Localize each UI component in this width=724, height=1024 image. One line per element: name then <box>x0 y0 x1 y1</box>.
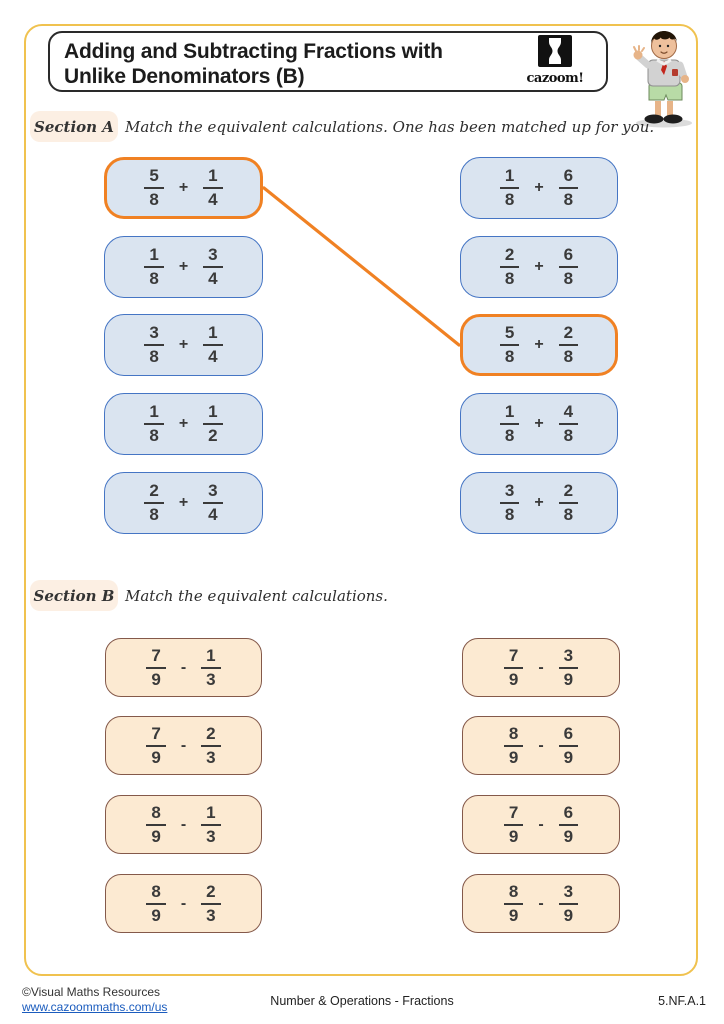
fraction <box>500 167 519 209</box>
section-a-label: Section A <box>30 111 118 142</box>
numerator: 1 <box>500 167 519 189</box>
operator: + <box>534 494 544 511</box>
denominator: 9 <box>563 905 574 925</box>
numerator: 3 <box>559 647 578 669</box>
numerator: 7 <box>146 647 165 669</box>
denominator: 3 <box>206 826 216 846</box>
numerator: 6 <box>559 804 578 826</box>
operator: + <box>178 258 189 275</box>
fraction <box>146 804 165 846</box>
logo-wordmark: cazoom! <box>526 71 584 86</box>
numerator: 7 <box>146 725 165 747</box>
numerator: 2 <box>201 725 220 747</box>
fraction <box>144 482 163 524</box>
fraction <box>203 167 222 209</box>
fraction-box-b-left-4[interactable] <box>105 874 262 933</box>
denominator: 8 <box>149 505 159 524</box>
numerator: 5 <box>144 167 163 189</box>
fraction <box>201 725 220 767</box>
hourglass-logo-icon <box>538 35 572 67</box>
cazoom-logo <box>525 35 585 86</box>
numerator: 2 <box>500 246 519 268</box>
denominator: 8 <box>563 426 574 445</box>
numerator: 6 <box>559 725 578 747</box>
operator: + <box>534 179 544 196</box>
numerator: 7 <box>504 804 523 826</box>
fraction <box>504 804 523 846</box>
numerator: 6 <box>559 246 578 268</box>
fraction-box-b-right-4[interactable] <box>462 874 620 933</box>
numerator: 2 <box>201 883 220 905</box>
denominator: 8 <box>563 505 574 524</box>
numerator: 5 <box>500 324 519 346</box>
numerator: 2 <box>559 482 578 504</box>
website-link[interactable]: www.cazoommaths.com/us <box>22 1000 168 1014</box>
numerator: 1 <box>144 403 163 425</box>
operator: - <box>538 736 544 754</box>
fraction <box>203 324 222 366</box>
denominator: 8 <box>563 190 574 209</box>
fraction-box-a-right-5[interactable] <box>460 472 618 534</box>
fraction <box>146 647 165 689</box>
fraction <box>144 246 163 288</box>
operator: + <box>178 494 189 511</box>
fraction <box>201 647 220 689</box>
numerator: 3 <box>203 246 222 268</box>
fraction-box-a-left-4[interactable] <box>104 393 263 455</box>
numerator: 8 <box>146 804 165 826</box>
numerator: 8 <box>504 883 523 905</box>
operator: - <box>180 815 187 833</box>
numerator: 1 <box>203 403 222 425</box>
fraction <box>144 167 163 209</box>
numerator: 4 <box>559 403 578 425</box>
numerator: 7 <box>504 647 523 669</box>
footer-standard-code: 5.NF.A.1 <box>658 994 706 1008</box>
page-title <box>64 39 524 89</box>
fraction-box-b-left-3[interactable] <box>105 795 262 854</box>
fraction-box-a-right-2[interactable] <box>460 236 618 298</box>
operator: - <box>538 894 544 912</box>
denominator: 9 <box>508 826 519 846</box>
operator: + <box>178 415 189 432</box>
section-b-label: Section B <box>30 580 118 611</box>
denominator: 9 <box>563 826 574 846</box>
fraction <box>500 403 519 445</box>
fraction-box-b-left-1[interactable] <box>105 638 262 697</box>
numerator: 8 <box>504 725 523 747</box>
fraction <box>500 324 519 366</box>
fraction <box>504 725 523 767</box>
fraction <box>559 167 578 209</box>
fraction <box>500 246 519 288</box>
section-a-instruction: Match the equivalent calculations. One has been matched up for you. <box>125 117 655 136</box>
numerator: 8 <box>146 883 165 905</box>
denominator: 4 <box>208 269 218 288</box>
denominator: 8 <box>504 505 515 524</box>
fraction <box>201 804 220 846</box>
fraction-box-a-left-1[interactable] <box>104 157 263 219</box>
denominator: 9 <box>508 669 519 689</box>
fraction <box>144 403 163 445</box>
fraction-box-b-right-2[interactable] <box>462 716 620 775</box>
denominator: 8 <box>504 426 515 445</box>
operator: + <box>534 258 544 275</box>
fraction <box>559 883 578 925</box>
fraction <box>146 883 165 925</box>
fraction-box-a-left-5[interactable] <box>104 472 263 534</box>
denominator: 9 <box>508 747 519 767</box>
denominator: 8 <box>149 190 159 209</box>
numerator: 2 <box>559 324 578 346</box>
fraction-box-b-left-2[interactable] <box>105 716 262 775</box>
fraction <box>559 725 578 767</box>
page-title-line1: Adding and Subtracting Fractions with <box>64 40 443 63</box>
operator: + <box>534 336 544 353</box>
denominator: 8 <box>149 347 159 366</box>
operator: - <box>180 894 187 912</box>
denominator: 4 <box>208 190 218 209</box>
denominator: 3 <box>206 905 216 925</box>
numerator: 1 <box>201 647 220 669</box>
denominator: 8 <box>563 347 574 366</box>
denominator: 8 <box>149 269 159 288</box>
numerator: 3 <box>500 482 519 504</box>
fraction <box>559 647 578 689</box>
denominator: 8 <box>563 269 574 288</box>
section-b-instruction: Match the equivalent calculations. <box>125 586 388 605</box>
operator: - <box>538 658 544 676</box>
numerator: 2 <box>144 482 163 504</box>
numerator: 3 <box>559 883 578 905</box>
fraction <box>559 403 578 445</box>
operator: - <box>180 658 187 676</box>
fraction <box>559 324 578 366</box>
denominator: 4 <box>208 505 218 524</box>
fraction-box-a-right-4[interactable] <box>460 393 618 455</box>
fraction <box>559 482 578 524</box>
operator: + <box>178 179 189 196</box>
numerator: 1 <box>203 167 222 189</box>
title-box <box>48 31 608 92</box>
denominator: 9 <box>151 747 161 767</box>
page-title-line2: Unlike Denominators (B) <box>64 65 305 88</box>
fraction-box-a-right-1[interactable] <box>460 157 618 219</box>
fraction <box>203 403 222 445</box>
denominator: 8 <box>149 426 159 445</box>
numerator: 1 <box>203 324 222 346</box>
denominator: 9 <box>563 669 574 689</box>
denominator: 9 <box>151 826 161 846</box>
fraction <box>203 482 222 524</box>
fraction-box-a-left-3[interactable] <box>104 314 263 376</box>
copyright-text: ©Visual Maths Resources <box>22 985 161 999</box>
fraction <box>504 647 523 689</box>
fraction <box>504 883 523 925</box>
denominator: 3 <box>206 669 216 689</box>
denominator: 4 <box>208 347 218 366</box>
fraction <box>559 246 578 288</box>
denominator: 3 <box>206 747 216 767</box>
denominator: 8 <box>504 190 515 209</box>
operator: + <box>178 336 189 353</box>
fraction <box>201 883 220 925</box>
fraction-box-b-right-3[interactable] <box>462 795 620 854</box>
denominator: 9 <box>508 905 519 925</box>
fraction-box-a-right-3[interactable] <box>460 314 618 376</box>
denominator: 9 <box>151 905 161 925</box>
operator: + <box>534 415 544 432</box>
numerator: 3 <box>144 324 163 346</box>
fraction-box-a-left-2[interactable] <box>104 236 263 298</box>
denominator: 2 <box>208 426 218 445</box>
operator: - <box>180 736 187 754</box>
numerator: 1 <box>500 403 519 425</box>
numerator: 1 <box>144 246 163 268</box>
denominator: 8 <box>504 269 515 288</box>
fraction <box>146 725 165 767</box>
fraction <box>559 804 578 846</box>
fraction <box>203 246 222 288</box>
operator: - <box>538 815 544 833</box>
denominator: 8 <box>504 347 515 366</box>
numerator: 3 <box>203 482 222 504</box>
denominator: 9 <box>151 669 161 689</box>
fraction-box-b-right-1[interactable] <box>462 638 620 697</box>
denominator: 9 <box>563 747 574 767</box>
fraction <box>144 324 163 366</box>
fraction <box>500 482 519 524</box>
footer-strand: Number & Operations - Fractions <box>270 994 454 1008</box>
numerator: 6 <box>559 167 578 189</box>
numerator: 1 <box>201 804 220 826</box>
